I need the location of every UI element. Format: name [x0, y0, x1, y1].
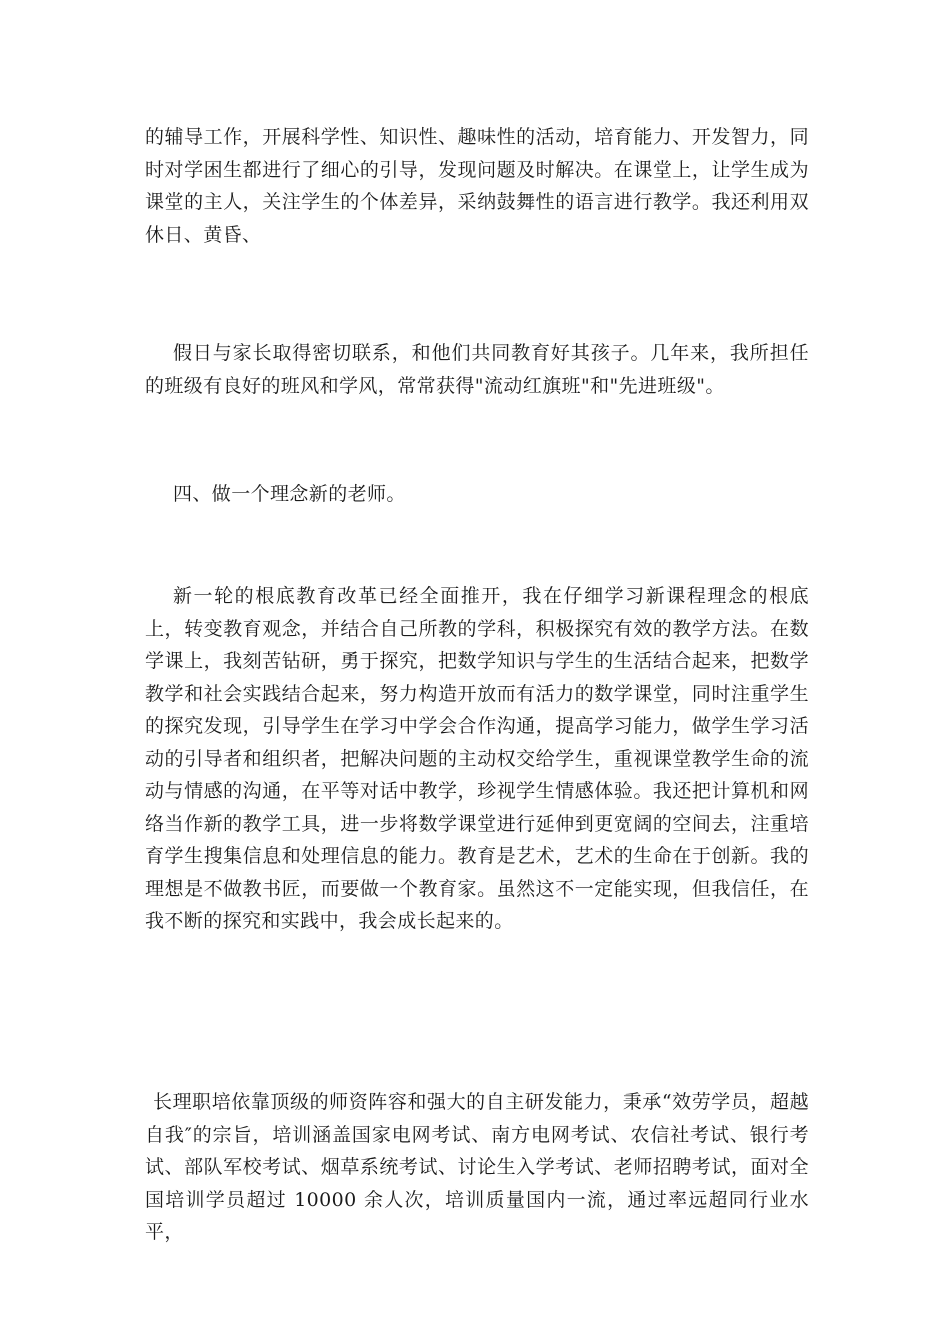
paragraph-training-promo: 长理职培依靠顶级的师资阵容和强大的自主研发能力，秉承“效劳学员，超越自我″的宗旨，培训涵盖国家电网考试、南方电网考试、农信社考试、银行考试、部队军校考试、烟草系统考试、讨论生入学考试、老师招聘考试，面对全国培训学员超过 10000 余人次，培训质量国内一流，通过率远超同行业水平， [145, 1091, 809, 1243]
paragraph-parent-contact: 假日与家长取得密切联系，和他们共同教育好其孩子。几年来，我所担任的班级有良好的班风和学风，常常获得"流动红旗班"和"先进班级"。 [145, 342, 809, 397]
paragraph-education-reform: 新一轮的根底教育改革已经全面推开，我在仔细学习新课程理念的根底上，转变教育观念，并结合自己所教的学科，积极探究有效的教学方法。在数学课上，我刻苦钻研，勇于探究，把数学知识与学生的生活结合起来，把数学教学和社会实践结合起来，努力构造开放而有活力的数学课堂，同时注重学生的探究发现，引导学生在学习中学会合作沟通，提高学习能力，做学生学习活动的引导者和组织者，把解决问题的主动权交给学生，重视课堂教学生命的流动与情感的沟通，在平等对话中教学，珍视学生情感体验。我还把计算机和网络当作新的教学工具，进一步将数学课堂进行延伸到更宽阔的空间去，注重培育学生搜集信息和处理信息的能力。教育是艺术，艺术的生命在于创新。我的理想是不做教书匠，而要做一个教育家。虽然这不一定能实现，但我信任，在我不断的探究和实践中，我会成长起来的。 [145, 585, 809, 932]
section-heading-new-concept-teacher: 四、做一个理念新的老师。 [173, 483, 406, 505]
paragraph-counseling-work: 的辅导工作，开展科学性、知识性、趣味性的活动，培育能力、开发智力，同时对学困生都进行了细心的引导，发现问题及时解决。在课堂上，让学生成为课堂的主人，关注学生的个体差异，采纳鼓舞性的语言进行教学。我还利用双休日、黄昏、 [145, 126, 809, 246]
